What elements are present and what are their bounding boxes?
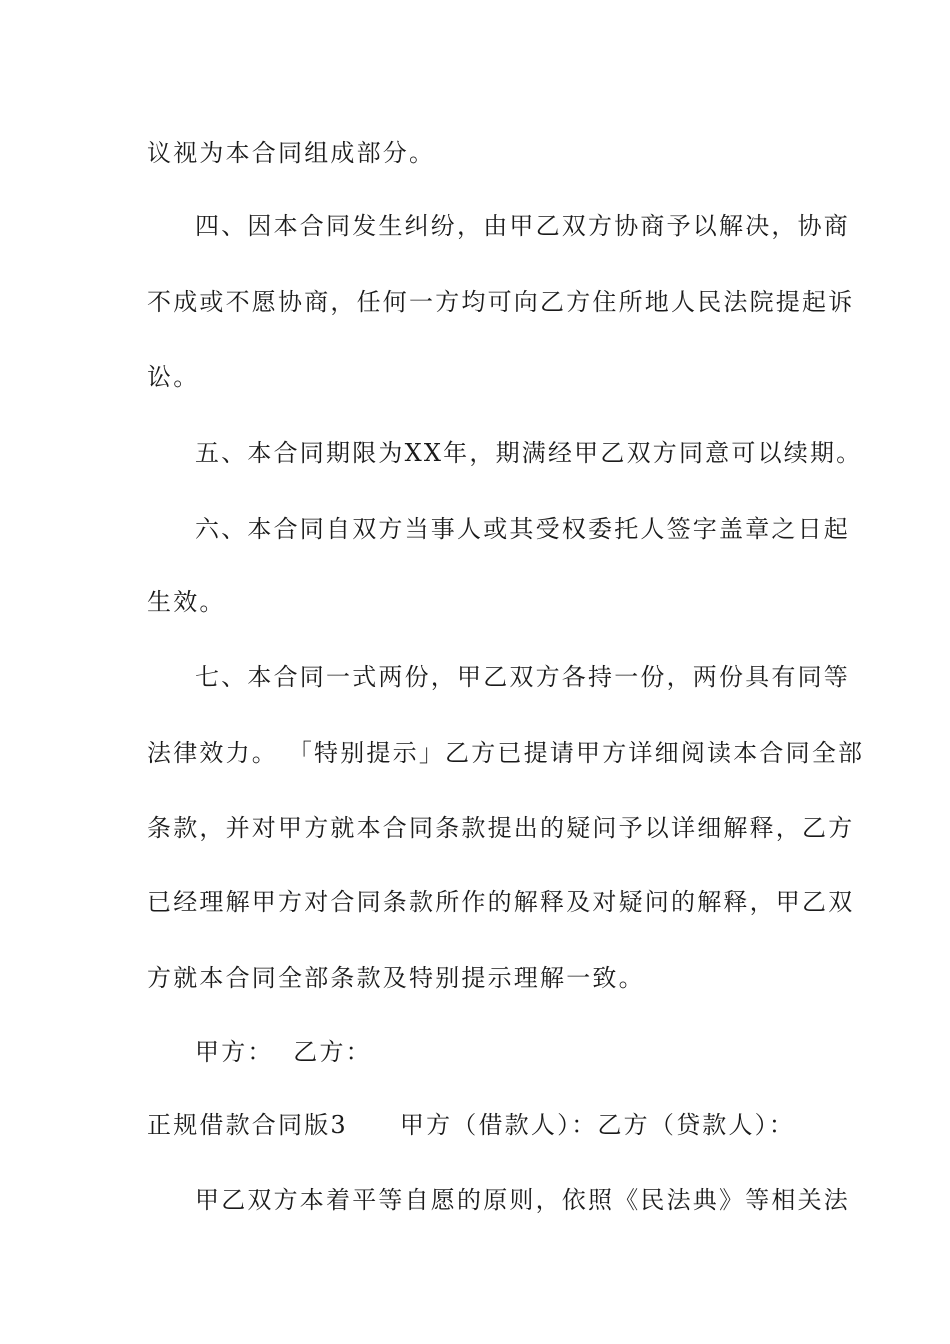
text-line: 不成或不愿协商，任何一方均可向乙方住所地人民法院提起诉 (147, 288, 855, 316)
signature-line: 甲方： 乙方： (195, 1038, 372, 1066)
text-line: 已经理解甲方对合同条款所作的解释及对疑问的解释，甲乙双 (147, 888, 855, 916)
text-line: 议视为本合同组成部分。 (147, 139, 436, 167)
text-line: 讼。 (147, 363, 200, 391)
text-line: 生效。 (147, 588, 226, 616)
clause-five: 五、本合同期限为XX年，期满经甲乙双方同意可以续期。 (195, 439, 863, 467)
text-line: 条款，并对甲方就本合同条款提出的疑问予以详细解释，乙方 (147, 814, 855, 842)
special-notice-line: 法律效力。 「特别提示」乙方已提请甲方详细阅读本合同全部 (147, 739, 865, 767)
clause-six: 六、本合同自双方当事人或其受权委托人签字盖章之日起 (195, 515, 850, 543)
preamble-line: 甲乙双方本着平等自愿的原则，依照《民法典》等相关法 (195, 1186, 850, 1214)
clause-four: 四、因本合同发生纠纷，由甲乙双方协商予以解决，协商 (195, 212, 850, 240)
text-line: 方就本合同全部条款及特别提示理解一致。 (147, 964, 645, 992)
parties-heading: 甲方（借款人）：乙方（贷款人）： (399, 1111, 796, 1139)
contract-heading-line (147, 1108, 827, 1142)
clause-seven: 七、本合同一式两份，甲乙双方各持一份，两份具有同等 (195, 663, 850, 691)
contract-title: 正规借款合同版3 (147, 1111, 348, 1139)
